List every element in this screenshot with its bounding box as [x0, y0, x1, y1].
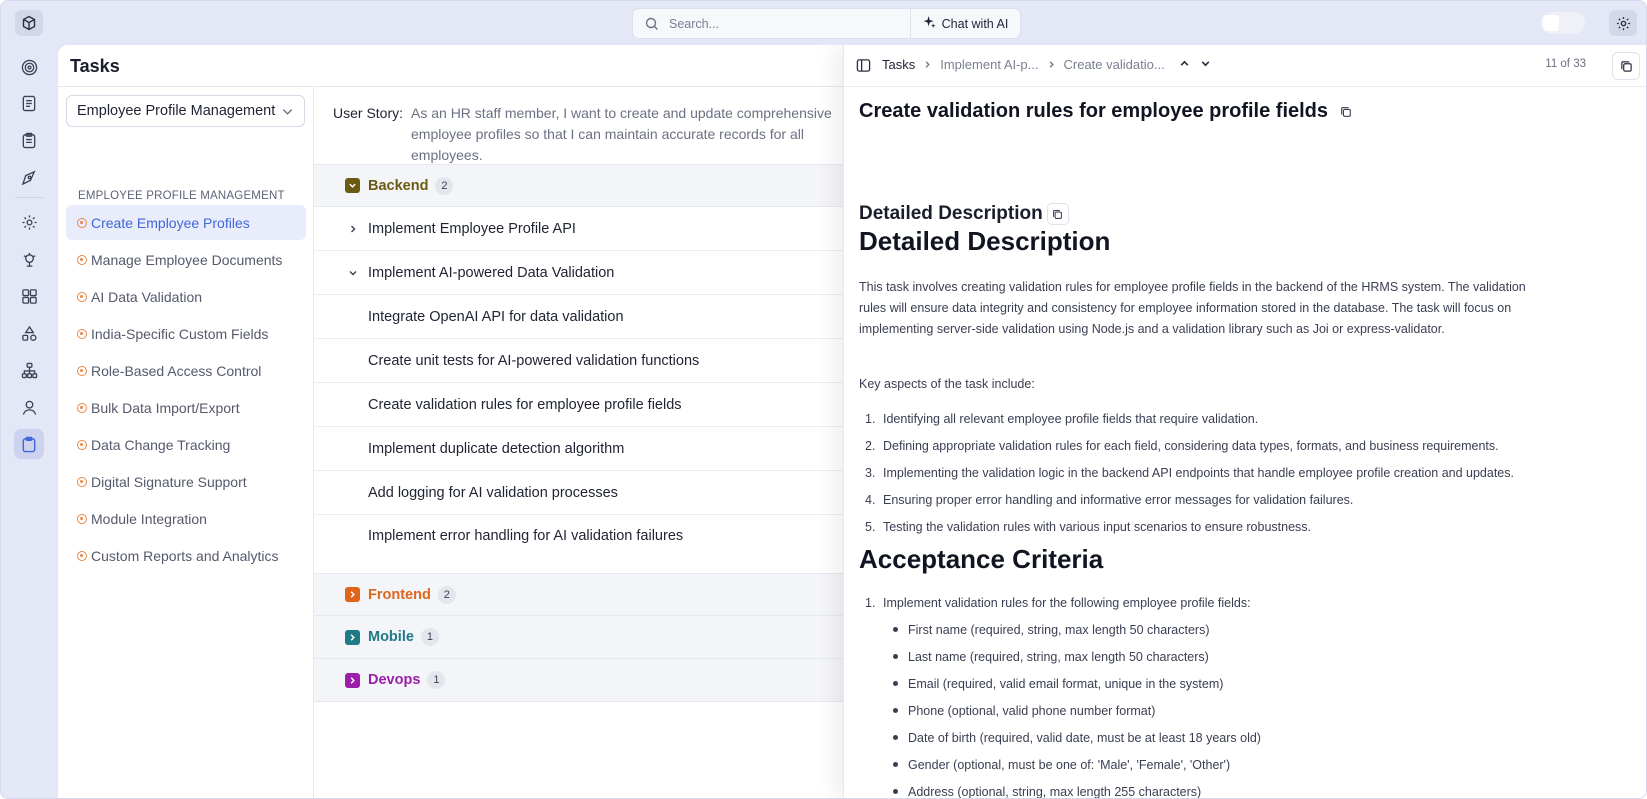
task-row[interactable] — [314, 251, 844, 295]
task-title: Create validation rules for employee profile fields — [368, 396, 682, 413]
list-item-text: Last name (required, string, max length 50 characters) — [908, 649, 1209, 664]
feature-label: Create Employee Profiles — [91, 214, 250, 231]
app-logo-icon[interactable] — [15, 10, 43, 36]
list-item-text: Identifying all relevant employee profile fields that require validation. — [883, 411, 1259, 426]
list-item-text: Ensuring proper error handling and informative error messages for validation failures. — [883, 492, 1354, 507]
chevron-right-icon[interactable] — [345, 630, 360, 645]
feature-group-heading: EMPLOYEE PROFILE MANAGEMENT — [78, 190, 285, 202]
search-input[interactable] — [669, 17, 899, 31]
status-dot-icon — [77, 440, 87, 450]
list-item: 3. Implementing the validation logic in the backend API endpoints that handle employee profile creation and updates. — [865, 465, 1514, 480]
group-name: Devops — [368, 672, 421, 688]
list-item: 2. Defining appropriate validation rules for each field, considering data types, formats, and business requirements. — [865, 438, 1499, 453]
status-dot-icon — [77, 255, 87, 265]
group-row-frontend[interactable] — [314, 573, 844, 616]
count-badge: 2 — [438, 586, 456, 604]
list-item-text: Date of birth (required, valid date, must be at least 18 years old) — [908, 730, 1261, 745]
pen-tool-icon[interactable] — [14, 162, 44, 192]
chevron-right-icon — [923, 57, 932, 72]
feature-item[interactable] — [66, 242, 306, 277]
feature-label: Digital Signature Support — [91, 473, 247, 490]
theme-toggle[interactable] — [1541, 12, 1585, 34]
list-item — [893, 751, 1559, 778]
task-title: Implement duplicate detection algorithm — [368, 440, 625, 457]
task-title: Implement AI-powered Data Validation — [368, 264, 615, 281]
key-aspects-label: Key aspects of the task include: — [859, 377, 1035, 391]
acceptance-criteria-title: Acceptance Criteria — [859, 544, 1104, 574]
chat-with-ai-button[interactable] — [910, 9, 1020, 38]
task-row[interactable] — [314, 207, 844, 251]
group-name: Mobile — [368, 629, 414, 645]
feature-label: Custom Reports and Analytics — [91, 547, 279, 564]
detail-header — [844, 45, 1647, 87]
gear-icon — [1616, 16, 1631, 31]
task-title: Implement Employee Profile API — [368, 220, 576, 237]
task-groups — [314, 164, 844, 702]
list-item-text: First name (required, string, max length 50 characters) — [908, 622, 1210, 637]
feature-item[interactable] — [66, 390, 306, 425]
list-item-text: Gender (optional, must be one of: 'Male', 'Female', 'Other') — [908, 757, 1231, 772]
feature-item[interactable] — [66, 538, 306, 573]
chevron-right-icon[interactable] — [345, 221, 360, 236]
search-bar — [632, 8, 1021, 39]
search-icon — [645, 16, 661, 32]
list-item-text: Implementing the validation logic in the backend API endpoints that handle employee profile creation and updates. — [883, 465, 1514, 480]
count-badge: 1 — [421, 628, 439, 646]
feature-label: India-Specific Custom Fields — [91, 325, 269, 342]
chevron-down-icon[interactable] — [345, 265, 360, 280]
task-detail-title — [859, 100, 1354, 123]
feature-item[interactable] — [66, 427, 306, 462]
list-item-text: Email (required, valid email format, unique in the system) — [908, 676, 1224, 691]
subtask-row[interactable] — [314, 471, 844, 515]
task-detail-title-text: Create validation rules for employee profile fields — [859, 100, 1329, 122]
copy-icon[interactable] — [1338, 104, 1354, 120]
list-item-text: Testing the validation rules with various input scenarios to ensure robustness. — [883, 519, 1312, 534]
user-story — [333, 103, 853, 166]
top-settings-button[interactable] — [1609, 10, 1637, 36]
subtask-row[interactable] — [314, 427, 844, 471]
task-title: Integrate OpenAI API for data validation — [368, 308, 624, 325]
description-paragraph: This task involves creating validation rules for employee profile fields in the backend of the HRMS system. The validation rules will ensure data integrity and consistency for employee information stored in the database. The task will focus on implementing server-side validation using Node.js and a validation library such as Joi or express-validator. — [859, 280, 1526, 336]
status-dot-icon — [77, 292, 87, 302]
copy-icon — [1620, 60, 1633, 73]
breadcrumb — [882, 57, 1211, 72]
group-name: Backend — [368, 177, 429, 194]
feature-item[interactable] — [66, 501, 306, 536]
status-dot-icon — [77, 551, 87, 561]
key-aspects-list — [859, 405, 1559, 540]
chevron-up-icon[interactable] — [1179, 57, 1190, 72]
project-select[interactable] — [66, 95, 305, 127]
list-item — [893, 697, 1559, 724]
clipboard-icon[interactable] — [14, 429, 44, 459]
breadcrumb-item[interactable]: Tasks — [882, 57, 916, 72]
group-row-mobile[interactable] — [314, 616, 844, 659]
list-item-text: Address (optional, string, max length 255 characters) — [908, 784, 1202, 799]
task-pager: 11 of 33 — [1545, 58, 1586, 70]
count-badge: 1 — [427, 671, 445, 689]
status-dot-icon — [77, 514, 87, 524]
subtask-row[interactable] — [314, 383, 844, 427]
task-title: Add logging for AI validation processes — [368, 484, 618, 501]
user-story-text: As an HR staff member, I want to create and update comprehensive employee profiles so that I can maintain accurate records for all employees. — [411, 105, 832, 163]
list-item — [893, 643, 1559, 670]
list-item: 1. Implement validation rules for the following employee profile fields: — [865, 595, 1251, 610]
grid-icon[interactable] — [14, 281, 44, 311]
status-dot-icon — [77, 477, 87, 487]
chat-with-ai-label: Chat with AI — [941, 16, 1009, 31]
chevron-right-icon[interactable] — [345, 673, 360, 688]
settings-icon[interactable] — [14, 207, 44, 237]
list-item: 4. Ensuring proper error handling and informative error messages for validation failures. — [865, 492, 1354, 507]
chevron-right-icon[interactable] — [345, 587, 360, 602]
status-dot-icon — [77, 218, 87, 228]
feature-item[interactable] — [66, 464, 306, 499]
list-item-text: Defining appropriate validation rules for each field, considering data types, formats, and business requirements. — [883, 438, 1499, 453]
list-item — [893, 616, 1559, 643]
group-row-backend[interactable] — [314, 164, 844, 207]
user-icon[interactable] — [14, 392, 44, 422]
list-item: 5. Testing the validation rules with various input scenarios to ensure robustness. — [865, 519, 1312, 534]
feature-list — [66, 205, 306, 575]
feature-sidebar — [58, 87, 314, 799]
breadcrumb-item[interactable]: Create validatio... — [1063, 57, 1165, 72]
feature-label: Data Change Tracking — [91, 436, 231, 453]
user-story-label: User Story: — [333, 105, 404, 121]
copy-description-button[interactable] — [1047, 203, 1069, 225]
task-title: Implement error handling for AI validation failures — [368, 528, 684, 544]
breadcrumb-item[interactable]: Implement AI-p... — [940, 57, 1039, 72]
description-heading — [859, 203, 1069, 225]
subtask-row[interactable] — [314, 339, 844, 383]
description-title: Detailed Description — [859, 226, 1111, 256]
status-dot-icon — [77, 403, 87, 413]
count-badge: 2 — [435, 177, 453, 195]
list-item-text: Implement validation rules for the following employee profile fields: — [883, 595, 1251, 610]
feature-label: Manage Employee Documents — [91, 251, 283, 268]
feature-item[interactable] — [66, 279, 306, 314]
group-row-devops[interactable] — [314, 659, 844, 702]
target-icon[interactable] — [14, 52, 44, 82]
list-item — [893, 670, 1559, 697]
sparkle-icon — [923, 16, 936, 32]
shapes-icon[interactable] — [14, 318, 44, 348]
detail-body — [859, 87, 1539, 799]
list-item — [893, 724, 1559, 751]
chevron-right-icon — [1047, 57, 1056, 72]
clipboard-list-icon[interactable] — [14, 125, 44, 155]
subtask-row[interactable] — [314, 295, 844, 339]
list-item: 1. Identifying all relevant employee profile fields that require validation. — [865, 411, 1259, 426]
task-title: Create unit tests for AI-powered validation functions — [368, 352, 700, 369]
feature-label: AI Data Validation — [91, 288, 203, 305]
document-icon[interactable] — [14, 88, 44, 118]
feature-item[interactable] — [66, 316, 306, 351]
feature-label: Bulk Data Import/Export — [91, 399, 240, 416]
task-list-area — [314, 87, 844, 799]
chevron-down-icon[interactable] — [345, 178, 360, 193]
chevron-down-icon — [281, 105, 294, 122]
task-navigation — [1179, 57, 1211, 72]
group-name: Frontend — [368, 586, 431, 603]
task-detail-panel — [843, 45, 1647, 799]
project-select-value: Employee Profile Management — [77, 103, 276, 119]
page-title: Tasks — [70, 56, 120, 76]
feature-label: Module Integration — [91, 510, 207, 527]
chevron-down-icon[interactable] — [1200, 57, 1211, 72]
status-dot-icon — [77, 329, 87, 339]
left-rail — [1, 45, 57, 799]
hierarchy-icon[interactable] — [14, 355, 44, 385]
list-item — [893, 778, 1559, 799]
top-bar — [1, 1, 1646, 45]
status-dot-icon — [77, 366, 87, 376]
ai-brain-icon[interactable] — [14, 244, 44, 274]
copy-link-button[interactable] — [1612, 52, 1640, 80]
sidebar-toggle-icon[interactable] — [856, 58, 871, 78]
field-rules-list — [893, 616, 1559, 799]
feature-label: Role-Based Access Control — [91, 362, 262, 379]
description-heading-text: Detailed Description — [859, 203, 1043, 224]
acceptance-criteria-list — [859, 589, 1559, 799]
feature-item[interactable] — [66, 353, 306, 388]
subtask-row[interactable] — [314, 515, 844, 573]
main-panel — [58, 45, 1647, 799]
feature-item[interactable] — [66, 205, 306, 240]
copy-icon — [1052, 209, 1063, 220]
list-item-text: Phone (optional, valid phone number format) — [908, 703, 1156, 718]
